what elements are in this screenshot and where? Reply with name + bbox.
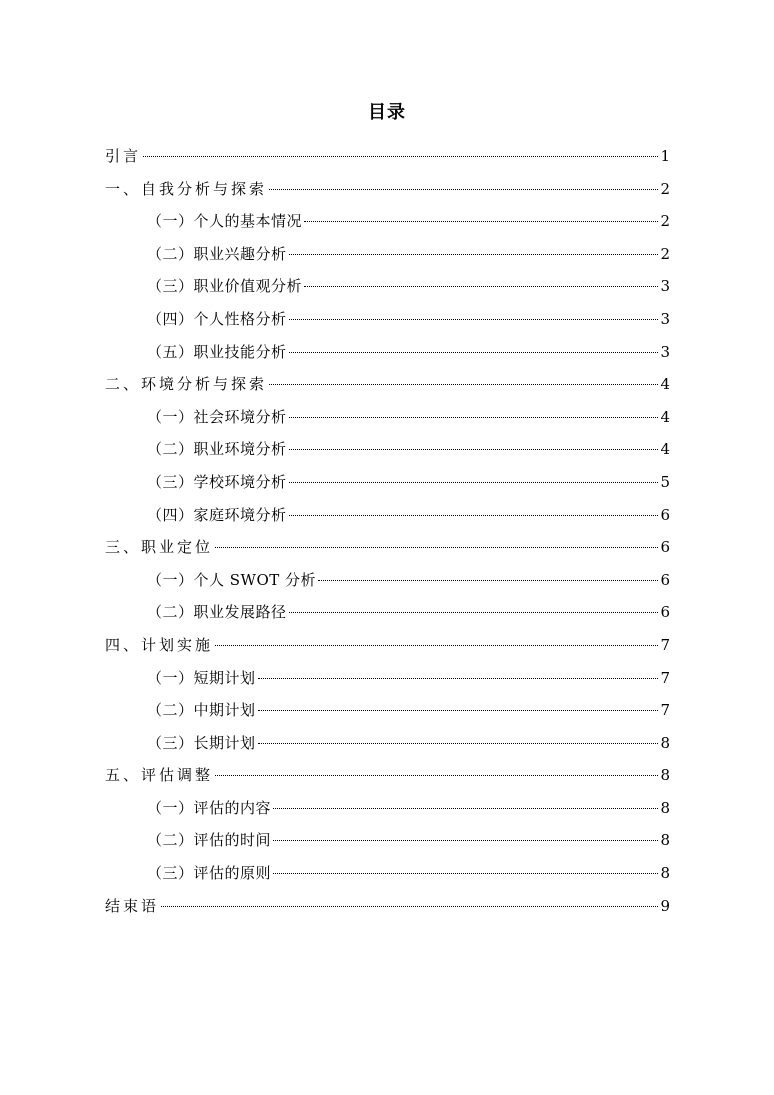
toc-dot-leader bbox=[289, 482, 659, 483]
toc-entry-label: （三）学校环境分析 bbox=[147, 472, 287, 491]
toc-page-number: 7 bbox=[660, 635, 670, 654]
toc-entry-label: （二）职业环境分析 bbox=[147, 440, 287, 459]
toc-entry-label: （二）职业兴趣分析 bbox=[147, 244, 287, 263]
table-of-contents bbox=[105, 140, 670, 922]
toc-page-number: 3 bbox=[660, 342, 670, 361]
toc-entry-label: （五）职业技能分析 bbox=[147, 342, 287, 361]
toc-entry-label: （一）个人 SWOT 分析 bbox=[147, 570, 317, 589]
toc-page-number: 8 bbox=[660, 766, 670, 785]
toc-entry-label: （二）评估的时间 bbox=[147, 831, 272, 850]
toc-section-entry[interactable] bbox=[105, 857, 670, 890]
toc-dot-leader bbox=[289, 319, 659, 320]
toc-dot-leader bbox=[273, 873, 658, 874]
toc-chapter-entry[interactable] bbox=[105, 368, 670, 401]
toc-page-number: 8 bbox=[660, 733, 670, 752]
toc-chapter-entry[interactable] bbox=[105, 890, 670, 923]
toc-dot-leader bbox=[269, 189, 658, 190]
toc-dot-leader bbox=[215, 775, 658, 776]
toc-chapter-entry[interactable] bbox=[105, 629, 670, 662]
toc-section-entry[interactable] bbox=[105, 824, 670, 857]
toc-chapter-entry[interactable] bbox=[105, 531, 670, 564]
toc-entry-label: 四、计划实施 bbox=[105, 635, 214, 654]
toc-page-number: 7 bbox=[660, 701, 670, 720]
toc-section-entry[interactable] bbox=[105, 727, 670, 760]
toc-page-number: 6 bbox=[660, 505, 670, 524]
toc-page-number: 2 bbox=[660, 244, 670, 263]
toc-dot-leader bbox=[289, 515, 659, 516]
toc-section-entry[interactable] bbox=[105, 499, 670, 532]
toc-dot-leader bbox=[289, 449, 659, 450]
toc-section-entry[interactable] bbox=[105, 792, 670, 825]
toc-page-number: 6 bbox=[660, 603, 670, 622]
toc-chapter-entry[interactable] bbox=[105, 759, 670, 792]
toc-section-entry[interactable] bbox=[105, 205, 670, 238]
toc-entry-label: （三）职业价值观分析 bbox=[147, 277, 303, 296]
toc-dot-leader bbox=[304, 286, 658, 287]
toc-dot-leader bbox=[258, 678, 659, 679]
toc-section-entry[interactable] bbox=[105, 564, 670, 597]
toc-entry-label: 结束语 bbox=[105, 896, 160, 915]
toc-entry-label: 三、职业定位 bbox=[105, 538, 214, 557]
toc-page-number: 4 bbox=[660, 440, 670, 459]
toc-page-number: 3 bbox=[660, 309, 670, 328]
toc-dot-leader bbox=[161, 906, 658, 907]
toc-entry-label: 引言 bbox=[105, 147, 142, 165]
toc-entry-label: （四）个人性格分析 bbox=[147, 309, 287, 328]
toc-entry-label: （二）中期计划 bbox=[147, 701, 256, 720]
toc-dot-leader bbox=[304, 221, 658, 222]
toc-entry-label: （一）评估的内容 bbox=[147, 798, 272, 817]
toc-entry-label: （二）职业发展路径 bbox=[147, 603, 287, 622]
toc-page-number: 5 bbox=[660, 472, 670, 491]
toc-page-number: 8 bbox=[660, 864, 670, 883]
toc-page-number: 8 bbox=[660, 798, 670, 817]
toc-entry-label: （一）社会环境分析 bbox=[147, 407, 287, 426]
toc-chapter-entry[interactable] bbox=[105, 173, 670, 206]
toc-dot-leader bbox=[258, 710, 659, 711]
toc-dot-leader bbox=[143, 156, 658, 157]
toc-dot-leader bbox=[273, 840, 658, 841]
toc-section-entry[interactable] bbox=[105, 270, 670, 303]
toc-dot-leader bbox=[215, 645, 658, 646]
toc-section-entry[interactable] bbox=[105, 596, 670, 629]
toc-page-number: 6 bbox=[660, 538, 670, 557]
toc-page-number: 2 bbox=[660, 212, 670, 231]
toc-page-number: 3 bbox=[660, 277, 670, 296]
toc-page-number: 6 bbox=[660, 570, 670, 589]
toc-section-entry[interactable] bbox=[105, 238, 670, 271]
toc-page-number: 2 bbox=[660, 179, 670, 198]
toc-page-number: 4 bbox=[660, 407, 670, 426]
toc-section-entry[interactable] bbox=[105, 466, 670, 499]
toc-dot-leader bbox=[289, 417, 659, 418]
toc-entry-label: 五、评估调整 bbox=[105, 766, 214, 785]
toc-entry-label: 二、环境分析与探索 bbox=[105, 375, 268, 394]
toc-entry-label: （四）家庭环境分析 bbox=[147, 505, 287, 524]
toc-dot-leader bbox=[258, 743, 659, 744]
toc-chapter-entry[interactable] bbox=[105, 140, 670, 173]
toc-section-entry[interactable] bbox=[105, 303, 670, 336]
toc-entry-label: （三）长期计划 bbox=[147, 733, 256, 752]
toc-entry-label: （三）评估的原则 bbox=[147, 864, 272, 883]
toc-entry-label: （一）个人的基本情况 bbox=[147, 212, 303, 231]
toc-dot-leader bbox=[289, 254, 659, 255]
toc-section-entry[interactable] bbox=[105, 694, 670, 727]
toc-entry-label: （一）短期计划 bbox=[147, 668, 256, 687]
toc-dot-leader bbox=[273, 808, 658, 809]
toc-dot-leader bbox=[289, 612, 659, 613]
toc-page-number: 1 bbox=[660, 147, 670, 165]
toc-page-number: 7 bbox=[660, 668, 670, 687]
toc-section-entry[interactable] bbox=[105, 433, 670, 466]
toc-section-entry[interactable] bbox=[105, 336, 670, 369]
toc-section-entry[interactable] bbox=[105, 401, 670, 434]
toc-page-number: 8 bbox=[660, 831, 670, 850]
toc-dot-leader bbox=[269, 384, 658, 385]
toc-page-number: 9 bbox=[660, 896, 670, 915]
toc-page-number: 4 bbox=[660, 375, 670, 394]
toc-dot-leader bbox=[215, 547, 658, 548]
toc-dot-leader bbox=[318, 580, 658, 581]
toc-title: 目录 bbox=[368, 102, 406, 123]
toc-entry-label: 一、自我分析与探索 bbox=[105, 179, 268, 198]
toc-section-entry[interactable] bbox=[105, 662, 670, 695]
toc-dot-leader bbox=[289, 352, 659, 353]
